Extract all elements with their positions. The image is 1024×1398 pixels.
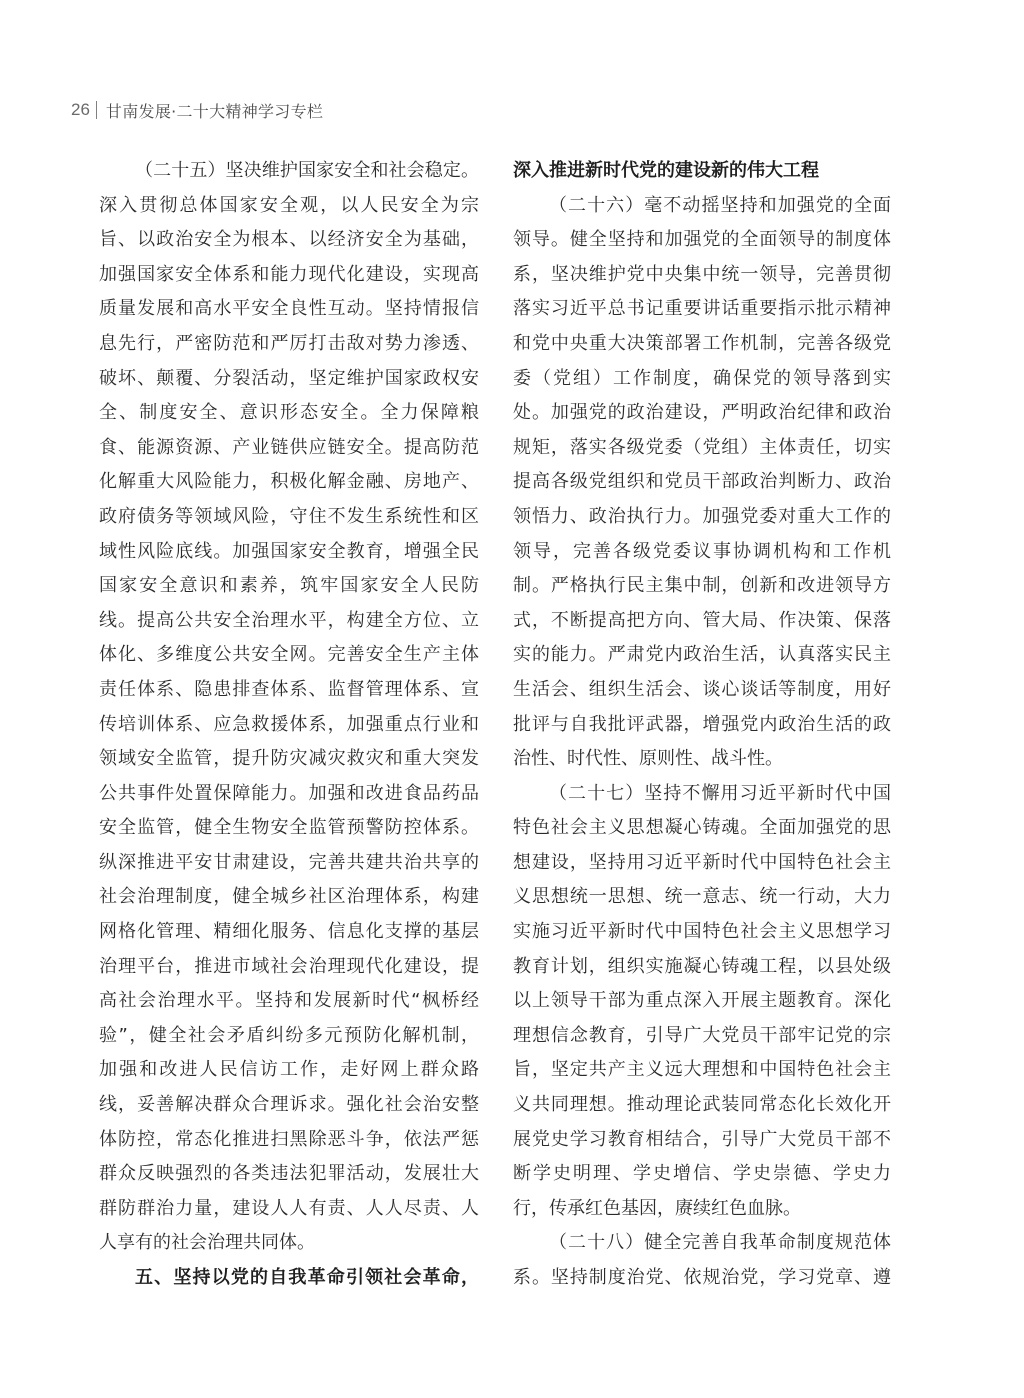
text-line: 旨、以政治安全为根本、以经济安全为基础， (99, 229, 479, 251)
paragraph-28 (513, 1226, 891, 1295)
text-line: 落实习近平总书记重要讲话重要指示批示精神 (513, 298, 891, 320)
text-line: 领悟力、政治执行力。加强党委对重大工作的 (513, 505, 891, 527)
text-line: 线，妥善解决群众合理诉求。强化社会治安整 (99, 1094, 479, 1116)
text-line: 想建设，坚持用习近平新时代中国特色社会主 (513, 851, 891, 873)
text-line: 系，坚决维护党中央集中统一领导，完善贯彻 (513, 263, 891, 285)
text-line: 人享有的社会治理共同体。 (99, 1232, 315, 1254)
text-line: 处。加强党的政治建设，严明政治纪律和政治 (513, 402, 891, 424)
text-line: 实的能力。严肃党内政治生活，认真落实民主 (513, 644, 891, 666)
column-title: 甘南发展·二十大精神学习专栏 (105, 101, 324, 121)
right-column (513, 154, 891, 1296)
text-line: 群众反映强烈的各类违法犯罪活动，发展壮大 (99, 1163, 479, 1185)
section-heading-5 (99, 1261, 479, 1296)
heading-line: 深入推进新时代党的建设新的伟大工程 (513, 160, 819, 181)
text-line: 治理平台，推进市域社会治理现代化建设，提 (99, 955, 479, 977)
text-line: 行，传承红色基因，赓续红色血脉。 (513, 1197, 801, 1219)
text-line: 验”，健全社会矛盾纠纷多元预防化解机制， (99, 1024, 479, 1046)
heading-line: 五、坚持以党的自我革命引领社会革命， (135, 1267, 479, 1288)
text-line: 生活会、组织生活会、谈心谈话等制度，用好 (513, 678, 891, 700)
text-line: 质量发展和高水平安全良性互动。坚持情报信 (99, 298, 479, 320)
text-line: 体化、多维度公共安全网。完善安全生产主体 (99, 644, 479, 666)
text-line: 高社会治理水平。坚持和发展新时代“枫桥经 (99, 990, 479, 1012)
header-divider (96, 101, 97, 119)
text-line: 公共事件处置保障能力。加强和改进食品药品 (99, 782, 479, 804)
text-line: 域性风险底线。加强国家安全教育，增强全民 (99, 540, 479, 562)
text-line: 断学史明理、学史增信、学史崇德、学史力 (513, 1163, 891, 1185)
text-line: 体防控，常态化推进扫黑除恶斗争，依法严惩 (99, 1128, 479, 1150)
paragraph-25 (99, 154, 479, 1261)
text-line: 网格化管理、精细化服务、信息化支撑的基层 (99, 921, 479, 943)
text-line: 食、能源资源、产业链供应链安全。提高防范 (99, 436, 479, 458)
text-line: 治性、时代性、原则性、战斗性。 (513, 748, 783, 770)
left-column (99, 154, 479, 1296)
text-line: 加强国家安全体系和能力现代化建设，实现高 (99, 263, 479, 285)
text-line: 纵深推进平安甘肃建设，完善共建共治共享的 (99, 851, 479, 873)
text-line: 传培训体系、应急救援体系，加强重点行业和 (99, 713, 479, 735)
text-line: 义共同理想。推动理论武装同常态化长效化开 (513, 1094, 891, 1116)
text-line: 责任体系、隐患排查体系、监督管理体系、宣 (99, 678, 479, 700)
text-line: 国家安全意识和素养，筑牢国家安全人民防 (99, 575, 479, 597)
text-line: 式，不断提高把方向、管大局、作决策、保落 (513, 609, 891, 631)
text-line: 实施习近平新时代中国特色社会主义思想学习 (513, 921, 891, 943)
text-line: 化解重大风险能力，积极化解金融、房地产、 (99, 471, 479, 493)
text-line: 领导，完善各级党委议事协调机构和工作机 (513, 540, 891, 562)
text-line: 理想信念教育，引导广大党员干部牢记党的宗 (513, 1024, 891, 1046)
text-line: 和党中央重大决策部署工作机制，完善各级党 (513, 332, 891, 354)
text-line: 领域安全监管，提升防灾减灾救灾和重大突发 (99, 748, 479, 770)
text-line: 政府债务等领域风险，守住不发生系统性和区 (99, 505, 479, 527)
text-line: 息先行，严密防范和严厉打击敌对势力渗透、 (99, 332, 479, 354)
text-line: 委（党组）工作制度，确保党的领导落到实 (513, 367, 891, 389)
text-line: 深入贯彻总体国家安全观，以人民安全为宗 (99, 194, 479, 216)
text-line: 加强和改进人民信访工作，走好网上群众路 (99, 1059, 479, 1081)
paragraph-27 (513, 777, 891, 1227)
text-line: 线。提高公共安全治理水平，构建全方位、立 (99, 609, 479, 631)
section-heading-5-continued (513, 154, 891, 189)
text-line: 旨，坚定共产主义远大理想和中国特色社会主 (513, 1059, 891, 1081)
text-line: 群防群治力量，建设人人有责、人人尽责、人 (99, 1197, 479, 1219)
text-line: 展党史学习教育相结合，引导广大党员干部不 (513, 1128, 891, 1150)
text-line: （二十七）坚持不懈用习近平新时代中国 (549, 782, 891, 804)
text-line: （二十八）健全完善自我革命制度规范体 (549, 1232, 891, 1254)
text-line: 特色社会主义思想凝心铸魂。全面加强党的思 (513, 817, 891, 839)
text-line: 破坏、颠覆、分裂活动，坚定维护国家政权安 (99, 367, 479, 389)
text-line: 批评与自我批评武器，增强党内政治生活的政 (513, 713, 891, 735)
text-line: （二十五）坚决维护国家安全和社会稳定。 (135, 160, 479, 181)
text-line: 领导。健全坚持和加强党的全面领导的制度体 (513, 229, 891, 251)
text-line: 社会治理制度，健全城乡社区治理体系，构建 (99, 886, 479, 908)
page-number: 26 (71, 100, 90, 119)
text-line: 以上领导干部为重点深入开展主题教育。深化 (513, 990, 891, 1012)
text-line: 全、制度安全、意识形态安全。全力保障粮 (99, 402, 479, 424)
text-line: 教育计划，组织实施凝心铸魂工程，以县处级 (513, 955, 891, 977)
text-line: 规矩，落实各级党委（党组）主体责任，切实 (513, 436, 891, 458)
text-line: 提高各级党组织和党员干部政治判断力、政治 (513, 471, 891, 493)
text-line: 义思想统一思想、统一意志、统一行动，大力 (513, 886, 891, 908)
text-line: （二十六）毫不动摇坚持和加强党的全面 (549, 194, 891, 216)
text-line: 系。坚持制度治党、依规治党，学习党章、遵 (513, 1267, 891, 1288)
paragraph-26 (513, 189, 891, 777)
running-header (71, 99, 323, 121)
text-line: 制。严格执行民主集中制，创新和改进领导方 (513, 575, 891, 597)
text-line: 安全监管，健全生物安全监管预警防控体系。 (99, 817, 479, 839)
